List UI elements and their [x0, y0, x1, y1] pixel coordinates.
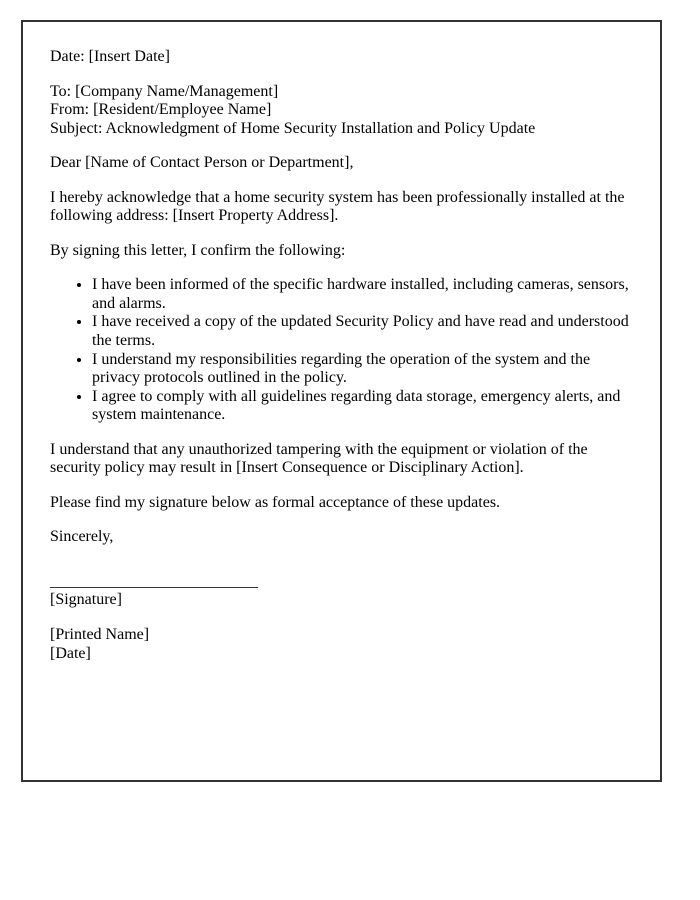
list-item: • I have received a copy of the updated Security Policy and have read and understood the terms.	[92, 313, 635, 350]
letter-body	[23, 22, 660, 663]
acknowledgment-list	[50, 276, 635, 424]
paragraph-confirm-intro: By signing this letter, I confirm the following:	[50, 241, 346, 259]
closing: Sincerely,	[50, 528, 114, 546]
printed-name-label: [Printed Name]	[50, 626, 150, 644]
to-line: To: [Company Name/Management]	[50, 82, 279, 100]
salutation: Dear [Name of Contact Person or Department],	[50, 154, 354, 172]
signature-label: [Signature]	[50, 591, 122, 609]
list-item: • I have been informed of the specific hardware installed, including cameras, sensors, and alarms.	[92, 276, 635, 313]
subject-line: Subject: Acknowledgment of Home Security Installation and Policy Update	[50, 119, 536, 137]
paragraph-installation: I hereby acknowledge that a home security system has been professionally installed at the following address: [Insert Property Address].	[50, 188, 625, 225]
paragraph-tampering: I understand that any unauthorized tampering with the equipment or violation of the security policy may result in [Insert Consequence or Disciplinary Action].	[50, 440, 588, 477]
date-label: [Date]	[50, 644, 91, 662]
list-item: • I understand my responsibilities regarding the operation of the system and the privacy protocols outlined in the policy.	[92, 351, 635, 388]
letter-page	[21, 20, 662, 782]
signature-rule: __________________________	[50, 572, 258, 590]
from-line: From: [Resident/Employee Name]	[50, 101, 272, 119]
list-item: • I agree to comply with all guidelines regarding data storage, emergency alerts, and system maintenance.	[92, 388, 635, 425]
date-line: Date: [Insert Date]	[50, 48, 170, 65]
paragraph-signature-request: Please find my signature below as formal acceptance of these updates.	[50, 493, 501, 511]
